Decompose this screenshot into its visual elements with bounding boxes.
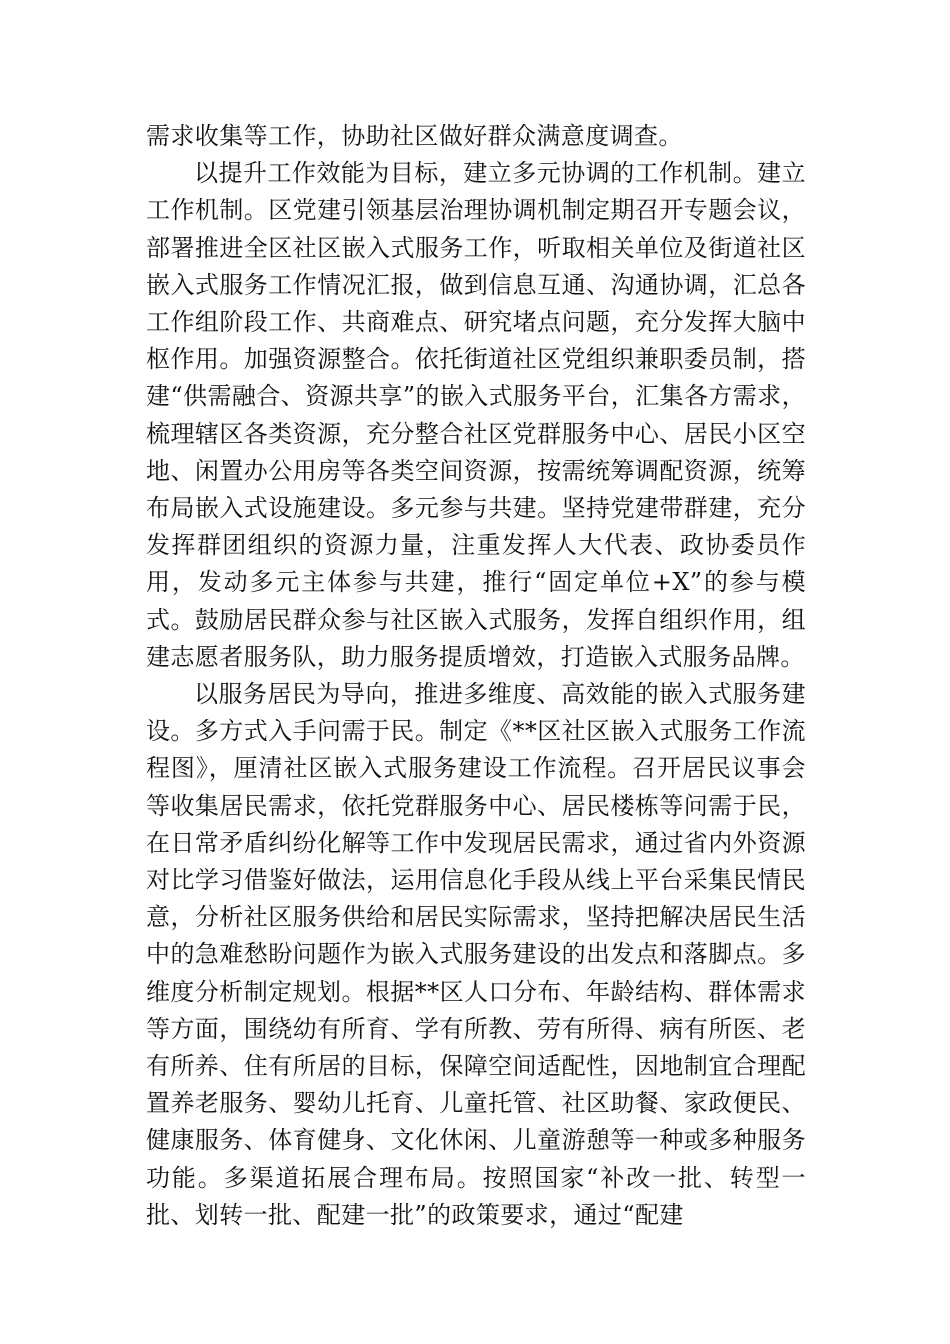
document-body	[146, 118, 806, 1234]
paragraph-service-construction: 以服务居民为导向，推进多维度、高效能的嵌入式服务建设。多方式入手问需于民。制定《**区社区嵌入式服务工作流程图》，厘清社区嵌入式服务建设工作流程。召开居民议事会等收集居民需求，依托党群服务中心、居民楼栋等问需于民，在日常矛盾纠纷化解等工作中发现居民需求，通过省内外资源对比学习借鉴好做法，运用信息化手段从线上平台采集民情民意，分析社区服务供给和居民实际需求，坚持把解决居民生活中的急难愁盼问题作为嵌入式服务建设的出发点和落脚点。多维度分析制定规划。根据**区人口分布、年龄结构、群体需求等方面，围绕幼有所育、学有所教、劳有所得、病有所医、老有所养、住有所居的目标，保障空间适配性，因地制宜合理配置养老服务、婴幼儿托育、儿童托管、社区助餐、家政便民、健康服务、体育健身、文化休闲、儿童游憩等一种或多种服务功能。多渠道拓展合理布局。按照国家“补改一批、转型一批、划转一批、配建一批”的政策要求，通过“配建	[146, 680, 806, 1229]
paragraph-continuation: 需求收集等工作，协助社区做好群众满意度调查。	[146, 122, 683, 150]
paragraph-work-mechanism: 以提升工作效能为目标，建立多元协调的工作机制。建立工作机制。区党建引领基层治理协调机制定期召开专题会议，部署推进全区社区嵌入式服务工作，听取相关单位及街道社区嵌入式服务工作情况汇报，做到信息互通、沟通协调，汇总各工作组阶段工作、共商难点、研究堵点问题，充分发挥大脑中枢作用。加强资源整合。依托街道社区党组织兼职委员制，搭建“供需融合、资源共享”的嵌入式服务平台，汇集各方需求，梳理辖区各类资源，充分整合社区党群服务中心、居民小区空地、闲置办公用房等各类空间资源，按需统筹调配资源，统筹布局嵌入式设施建设。多元参与共建。坚持党建带群建，充分发挥群团组织的资源力量，注重发挥人大代表、政协委员作用，发动多元主体参与共建，推行“固定单位+X”的参与模式。鼓励居民群众参与社区嵌入式服务，发挥自组织作用，组建志愿者服务队，助力服务提质增效，打造嵌入式服务品牌。	[146, 159, 806, 671]
